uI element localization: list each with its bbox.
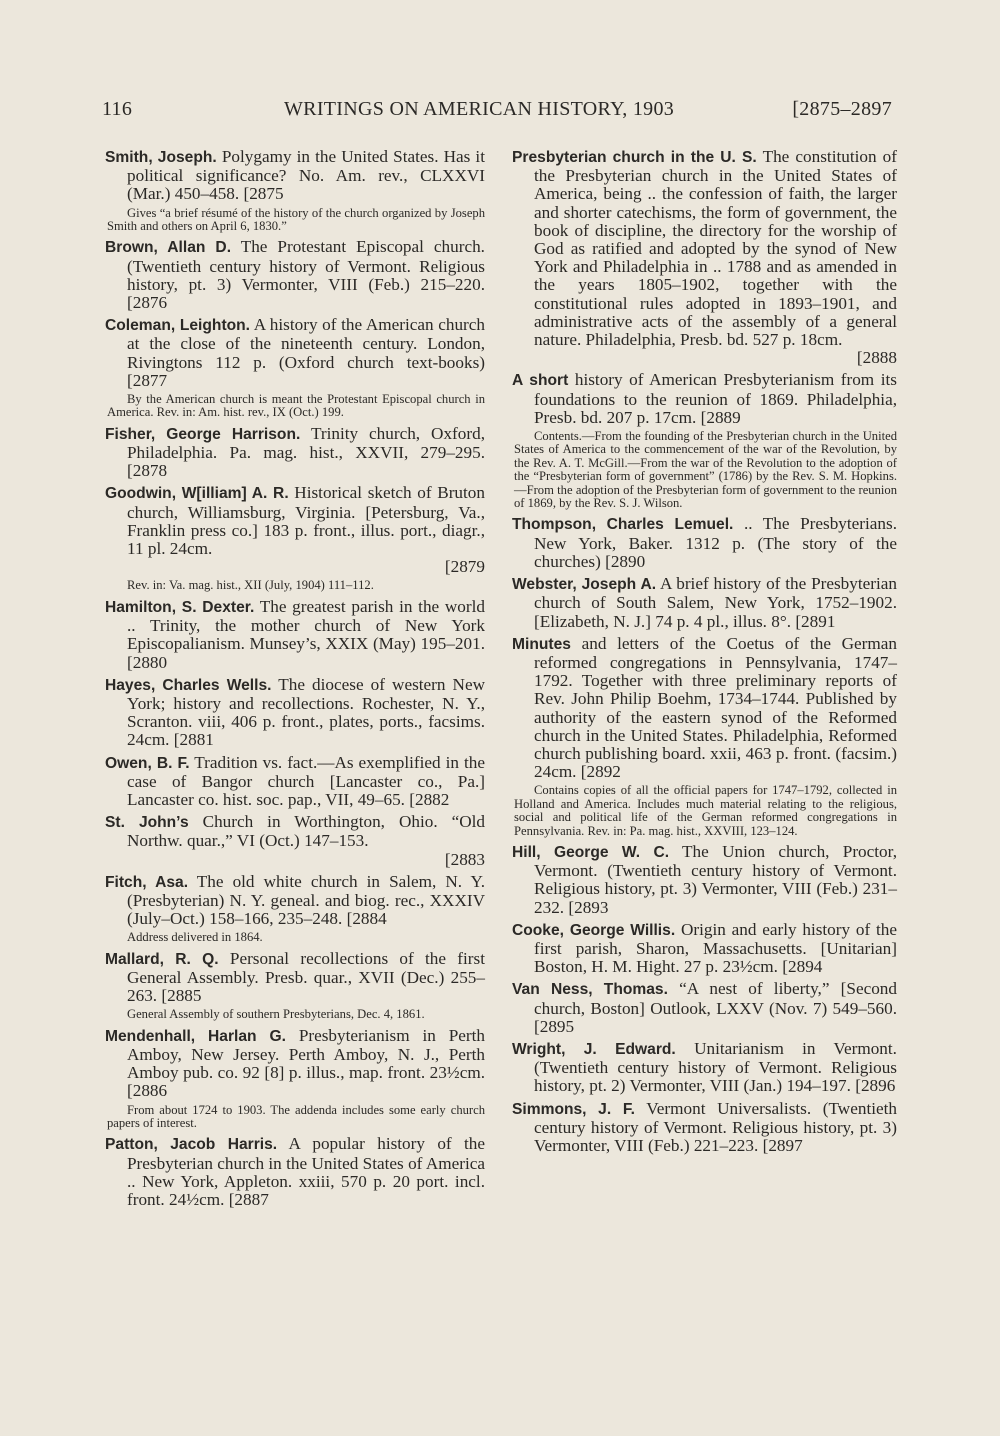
entry-number: [2877	[127, 370, 168, 390]
entry-author: Wright, J. Edward.	[512, 1040, 676, 1058]
left-column	[105, 148, 485, 1213]
entry-author: St. John’s	[105, 814, 189, 832]
bibliography-entry	[512, 575, 897, 631]
entry-text: “A nest of liberty,” [Second church, Boston] Outlook, LXXV (Nov. 7) 549–560.	[534, 979, 897, 1018]
entry-author: Patton, Jacob Harris.	[105, 1136, 278, 1154]
bibliography-entry	[105, 148, 485, 204]
entry-number: [2896	[855, 1076, 896, 1096]
entry-number: [2889	[700, 407, 741, 427]
entry-author: Coleman, Leighton.	[105, 317, 251, 335]
entry-number: [2891	[795, 611, 836, 631]
bibliography-entry	[105, 598, 485, 672]
entry-number: [2881	[173, 730, 214, 750]
entry-text: A brief history of the Presbyterian church of South Salem, New York, 1752–1902. [Elizabeth, N. J.] 74 p. 4 pl., illus. 8°.	[534, 574, 897, 631]
entry-number: [2883	[444, 849, 485, 869]
entry-number: [2878	[127, 461, 168, 481]
entry-text: .. The Presbyterians. New York, Baker. 1312 p. (The story of the churches)	[534, 514, 897, 571]
bibliography-entry	[105, 813, 485, 869]
entry-text: history of American Presbyterianism from its foundations to the reunion of 1869. Philadelphia, Presb. bd. 207 p. 17cm.	[534, 370, 897, 427]
page-number: 116	[102, 98, 133, 120]
entry-number: [2893	[568, 897, 609, 917]
entry-author: Minutes	[512, 635, 571, 653]
entry-number: [2890	[605, 551, 646, 571]
entry-text: The greatest parish in the world .. Trinity, the mother church of New York Episcopalianism. Munsey’s, XXIX (May) 195–201.	[127, 596, 485, 654]
bibliography-entry	[105, 316, 485, 390]
running-header	[102, 98, 892, 132]
entry-number: [2879	[444, 557, 485, 577]
entry-author: Van Ness, Thomas.	[512, 981, 668, 999]
right-column	[512, 148, 897, 1159]
entry-number: [2882	[409, 789, 450, 809]
entry-number: [2880	[127, 652, 168, 672]
entry-text: Church in Worthington, Ohio. “Old Northw. quar.,” VI (Oct.) 147–153.	[127, 812, 485, 851]
entry-note: By the American church is meant the Protestant Episcopal church in America. Rev. in: Am. hist. rev., IX (Oct.) 199.	[107, 392, 485, 420]
entry-text: Origin and early history of the first parish, Sharon, Massachusetts. [Unitarian] Boston, H. M. Hight. 27 p. 23½cm.	[534, 919, 897, 977]
entry-text: Presbyterianism in Perth Amboy, New Jersey. Perth Amboy, N. J., Perth Amboy pub. co. 92 [8] p. illus., map. front. 23½cm.	[127, 1025, 486, 1083]
entry-note: Contains copies of all the official papers for 1747–1792, collected in Holland and America. Includes much material relating to the religious, social and political life of the German reformed congregations in Pennsylvania. Rev. in: Pa. mag. hist., XXVIII, 123–124.	[514, 783, 897, 838]
entry-author: Hayes, Charles Wells.	[105, 676, 272, 694]
entry-text: Historical sketch of Bruton church, Williamsburg, Virginia. [Petersburg, Va., Franklin press co.] 183 p. front., illus. port., diagr., 11 pl. 24cm.	[127, 483, 485, 559]
bibliography-entry	[512, 515, 897, 571]
entry-number: [2895	[534, 1016, 575, 1036]
entry-text: Polygamy in the United States. Has it political significance? No. Am. rev., CLXXVI (Mar.) 450–458.	[127, 147, 485, 204]
bibliography-entry	[105, 1027, 485, 1101]
entry-author: Thompson, Charles Lemuel.	[512, 516, 734, 534]
entry-text: The old white church in Salem, N. Y. (Presbyterian) N. Y. geneal. and biog. rec., XXXIV (July–Oct.) 158–166, 235–248.	[127, 871, 486, 929]
entry-note: Rev. in: Va. mag. hist., XII (July, 1904) 111–112.	[127, 578, 374, 593]
entry-number: [2886	[127, 1081, 168, 1101]
entry-author: Brown, Allan D.	[105, 239, 232, 257]
entry-author: Smith, Joseph.	[105, 149, 217, 166]
entry-number: [2875	[243, 184, 284, 204]
entry-number: [2894	[782, 957, 823, 977]
entry-number: [2885	[161, 986, 202, 1006]
entry-text: The Protestant Episcopal church. (Twentieth century history of Vermont. Religious history, pt. 3) Vermonter, VIII (Feb.) 215–220.	[127, 237, 485, 294]
entry-text: The constitution of the Presbyterian church in the United States of America, being .. the confession of faith, the larger and shorter catechisms, the form of government, the book of discipline, the directory for the worship of God as ratified and adopted by the synod of New York and Philadelphia in .. 1788 and as amended in the years 1805–1902, together with the constitutional rules adopted in 1893–1901, and administrative acts of the assembly of a general nature. Philadelphia, Presb. bd. 527 p. 18cm.	[534, 147, 897, 350]
entry-text: and letters of the Coetus of the German reformed congregations in Pennsylvania, 1747–1792. Together with three preliminary reports of Rev. John Philip Boehm, 1734–1744. Published by authority of the eastern synod of the Reformed church in the United States. Philadelphia, Reformed church publishing board. xxii, 463 p. front. (facsim.) 24cm.	[534, 633, 897, 782]
entry-author: Simmons, J. F.	[512, 1100, 635, 1118]
entry-note: Contents.—From the founding of the Presbyterian church in the United States of America to the commencement of the war of the Revolution, by the Rev. A. T. McGill.—From the war of the Revolution to the adoption of the “Presbyterian form of government” (1786) by the Rev. S. M. Hopkins.—From the adoption of the Presbyterian form of government to the reunion of 1869, by the Rev. S. J. Wilson.	[514, 429, 897, 511]
entry-number: [2897	[762, 1136, 803, 1155]
entry-text: A history of the American church at the close of the nineteenth century. London, Rivingtons 112 p. (Oxford church text-books)	[127, 315, 485, 372]
entry-author: Fisher, George Harrison.	[105, 425, 301, 443]
entry-text: Unitarianism in Vermont. (Twentieth century history of Vermont. Religious history, pt. 2) Vermonter, VIII (Jan.) 194–197.	[534, 1038, 897, 1096]
bibliography-entry	[105, 754, 485, 810]
bibliography-entry	[512, 635, 897, 782]
running-title: WRITINGS ON AMERICAN HISTORY, 1903	[284, 98, 675, 120]
entry-author: Hill, George W. C.	[512, 843, 670, 861]
bibliography-entry	[512, 921, 897, 977]
bibliography-entry	[105, 950, 485, 1006]
entry-author: Goodwin, W[illiam] A. R.	[105, 485, 289, 503]
bibliography-entry	[512, 148, 897, 367]
bibliography-entry	[105, 676, 485, 750]
entry-author: Hamilton, S. Dexter.	[105, 598, 255, 616]
bibliography-entry	[512, 980, 897, 1036]
entry-number: [2884	[346, 909, 387, 929]
bibliography-entry	[512, 371, 897, 427]
entry-text: The diocese of western New York; history and recollections. Rochester, N. Y., Scranton. viii, 406 p. front., plates, ports., facsims. 24cm.	[127, 674, 485, 750]
entry-author: Mendenhall, Harlan G.	[105, 1027, 286, 1045]
entry-author: Owen, B. F.	[105, 754, 190, 772]
entry-range: [2875–2897	[792, 98, 892, 120]
bibliography-entry	[105, 873, 485, 929]
entry-author: Fitch, Asa.	[105, 873, 189, 891]
entry-note: Gives “a brief résumé of the history of the church organized by Joseph Smith and others on April 6, 1830.”	[107, 205, 485, 234]
entry-text: Trinity church, Oxford, Philadelphia. Pa. mag. hist., XXVII, 279–295.	[127, 423, 485, 463]
entry-note: From about 1724 to 1903. The addenda includes some early church papers of interest.	[107, 1102, 485, 1130]
bibliography-entry	[512, 1100, 897, 1156]
entry-author: A short	[512, 372, 569, 390]
bibliography-entry	[512, 1040, 897, 1096]
entry-author: Presbyterian church in the U. S.	[512, 149, 757, 166]
entry-author: Webster, Joseph A.	[512, 576, 657, 594]
bibliography-entry	[105, 484, 485, 576]
entry-number: [2892	[580, 762, 621, 782]
entry-author: Mallard, R. Q.	[105, 950, 219, 968]
entry-author: Cooke, George Willis.	[512, 921, 676, 939]
entry-text: Vermont Universalists. (Twentieth century history of Vermont. Religious history, pt. 3) Vermonter, VIII (Feb.) 221–223.	[534, 1098, 897, 1155]
entry-note: General Assembly of southern Presbyterians, Dec. 4, 1861.	[127, 1007, 425, 1022]
entry-text: The Union church, Proctor, Vermont. (Twentieth century history of Vermont. Religious history, pt. 3) Vermonter, VIII (Feb.) 231–232.	[534, 841, 897, 917]
entry-text: Personal recollections of the first General Assembly. Presb. quar., XVII (Dec.) 255–263.	[127, 948, 485, 1006]
bibliography-entry	[512, 843, 897, 917]
entry-number: [2888	[856, 348, 897, 368]
entry-text: A popular history of the Presbyterian church in the United States of America .. New York, Appleton. xxiii, 570 p. 20 port. incl. front. 24½cm.	[127, 1134, 486, 1209]
entry-text: Tradition vs. fact.—As exemplified in the case of Bangor church [Lancaster co., Pa.] Lancaster co. hist. soc. pap., VII, 49–65.	[127, 752, 485, 809]
entry-number: [2887	[228, 1190, 269, 1209]
bibliography-entry	[105, 1135, 485, 1209]
entry-note: Address delivered in 1864.	[127, 930, 263, 945]
bibliography-entry	[105, 238, 485, 312]
entry-number: [2876	[127, 293, 168, 313]
bibliography-entry	[105, 425, 485, 481]
